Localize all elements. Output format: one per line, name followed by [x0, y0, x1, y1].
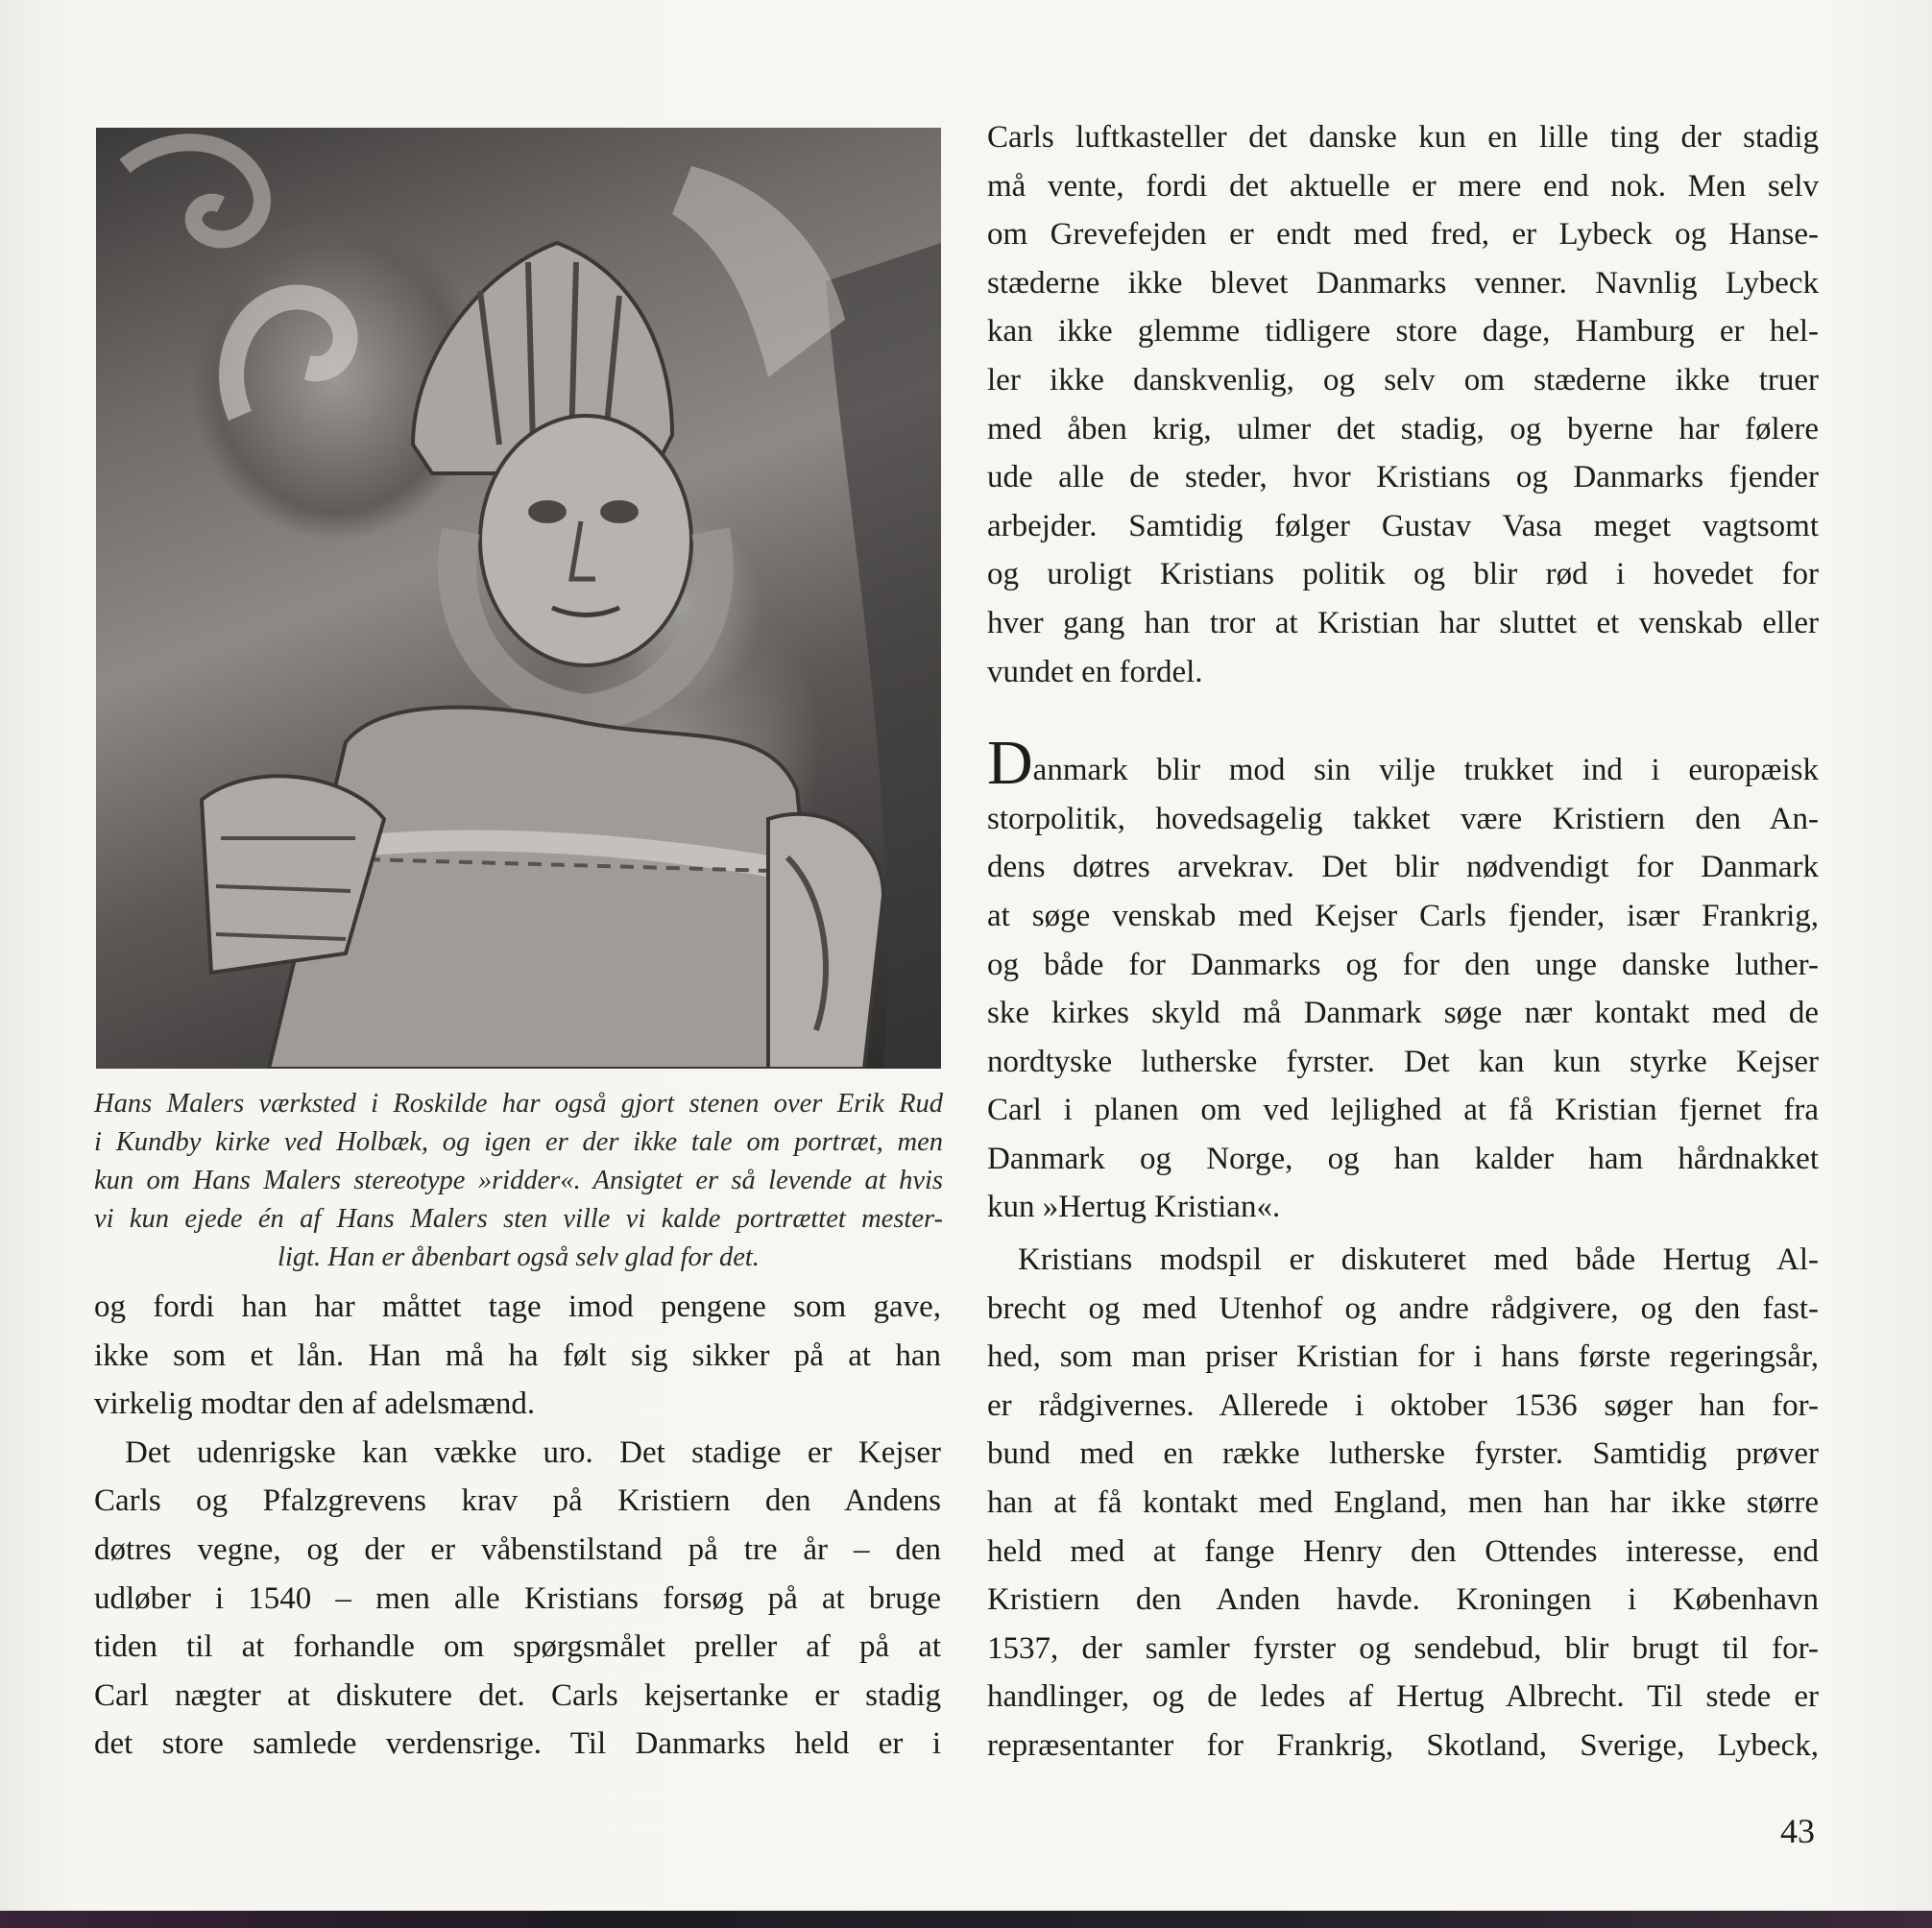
text-line: tiden til at forhandle om spørgsmålet preller af på at: [94, 1629, 941, 1665]
page-number: 43: [1780, 1812, 1815, 1850]
caption-line: ligt. Han er åbenbart også selv glad for det.: [278, 1242, 760, 1272]
caption-line: vi kun ejede én af Hans Malers sten ville vi kalde portrættet mester-: [94, 1204, 943, 1234]
text-line: virkelig modtar den af adelsmænd.: [94, 1386, 536, 1422]
left-paragraph-1: [94, 1283, 941, 1429]
text-line: storpolitik, hovedsagelig takket være Kristiern den An-: [987, 801, 1819, 836]
text-line: bund med en række lutherske fyrster. Samtidig prøver: [987, 1436, 1819, 1472]
photo-caption: [94, 1085, 943, 1277]
left-column: [94, 1283, 941, 1769]
text-line: brecht og med Utenhof og andre rådgivere, og den fast-: [987, 1290, 1819, 1326]
text-line: døtres vegne, og der er våbenstilstand på tre år – den: [94, 1531, 941, 1567]
right-column: [987, 113, 1819, 1771]
text-line: nordtyske lutherske fyrster. Det kan kun styrke Kejser: [987, 1044, 1819, 1079]
caption-line: Hans Malers værksted i Roskilde har også gjort stenen over Erik Rud: [94, 1089, 943, 1119]
right-paragraph-3: [987, 1236, 1819, 1771]
text-line: [987, 728, 1819, 799]
text-line: handlinger, og de ledes af Hertug Albrecht. Til stede er: [987, 1679, 1819, 1715]
text-line: Det udenrigske kan vække uro. Det stadige er Kejser: [125, 1434, 941, 1470]
text-line: med åben krig, ulmer det stadig, og byerne har følere: [987, 411, 1819, 446]
text-line: Kristians modspil er diskuteret med både Hertug Al-: [1018, 1242, 1819, 1278]
text-line: er rådgivernes. Allerede i oktober 1536 søger han for-: [987, 1387, 1819, 1423]
text-line: kun »Hertug Kristian«.: [987, 1190, 1281, 1225]
stone-relief-photo: [96, 128, 941, 1069]
text-line: vundet en fordel.: [987, 654, 1203, 689]
caption-line: kun om Hans Malers stereotype »ridder«. Ansigtet er så levende at hvis: [94, 1166, 943, 1195]
text-line: og uroligt Kristians politik og blir rød i hovedet for: [987, 557, 1819, 592]
knight-relief-icon: [96, 128, 941, 1069]
drop-cap-continuation: anmark blir mod sin vilje trukket ind i europæisk: [1032, 753, 1819, 788]
text-line: ler ikke danskvenlig, og selv om stæderne ikke truer: [987, 362, 1819, 398]
text-line: ske kirkes skyld må Danmark søge nær kontakt med de: [987, 996, 1819, 1031]
text-line: Carl i planen om ved lejlighed at få Kristian fjernet fra: [987, 1093, 1819, 1128]
text-line: 1537, der samler fyrster og sendebud, blir brugt til for-: [987, 1630, 1819, 1666]
text-line: Carls og Pfalzgrevens krav på Kristiern den Andens: [94, 1483, 941, 1519]
text-line: ude alle de steder, hvor Kristians og Danmarks fjender: [987, 460, 1819, 495]
text-line: må vente, fordi det aktuelle er mere end nok. Men selv: [987, 168, 1819, 204]
text-line: og både for Danmarks og for den unge danske luther-: [987, 947, 1819, 982]
text-line: at søge venskab med Kejser Carls fjender, især Frankrig,: [987, 898, 1819, 933]
text-line: hver gang han tror at Kristian har sluttet et venskab eller: [987, 605, 1819, 640]
text-line: det store samlede verdensrige. Til Danmarks held er i: [94, 1726, 941, 1762]
text-line: arbejder. Samtidig følger Gustav Vasa meget vagtsomt: [987, 508, 1819, 543]
text-line: Carl nægter at diskutere det. Carls kejsertanke er stadig: [94, 1677, 941, 1713]
text-line: stæderne ikke blevet Danmarks venner. Navnlig Lybeck: [987, 265, 1819, 301]
text-line: Danmark og Norge, og han kalder ham hårdnakket: [987, 1141, 1819, 1176]
text-line: repræsentanter for Frankrig, Skotland, Sverige, Lybeck,: [987, 1728, 1819, 1763]
text-line: og fordi han har måttet tage imod pengene som gave,: [94, 1289, 941, 1324]
text-line: ikke som et lån. Han må ha følt sig sikker på at han: [94, 1338, 941, 1373]
text-line: held med at fange Henry den Ottendes interesse, end: [987, 1533, 1819, 1569]
text-line: hed, som man priser Kristian for i hans første regeringsår,: [987, 1339, 1819, 1375]
caption-line: i Kundby kirke ved Holbæk, og igen er der ikke tale om portræt, men: [94, 1127, 943, 1157]
text-line: kan ikke glemme tidligere store dage, Hamburg er hel-: [987, 314, 1819, 349]
text-line: Carls luftkasteller det danske kun en lille ting der stadig: [987, 120, 1819, 155]
page-edge-strip: [0, 1911, 1932, 1928]
text-line: udløber i 1540 – men alle Kristians forsøg på at bruge: [94, 1580, 941, 1616]
left-paragraph-2: [94, 1429, 941, 1769]
text-line: dens døtres arvekrav. Det blir nødvendigt for Danmark: [987, 850, 1819, 885]
drop-cap: D: [987, 728, 1033, 799]
right-paragraph-2: [987, 728, 1819, 1232]
text-line: Kristiern den Anden havde. Kroningen i København: [987, 1582, 1819, 1618]
text-line: han at få kontakt med England, men han har ikke større: [987, 1485, 1819, 1521]
right-paragraph-1: [987, 113, 1819, 696]
text-line: om Grevefejden er endt med fred, er Lybeck og Hanse-: [987, 217, 1819, 253]
